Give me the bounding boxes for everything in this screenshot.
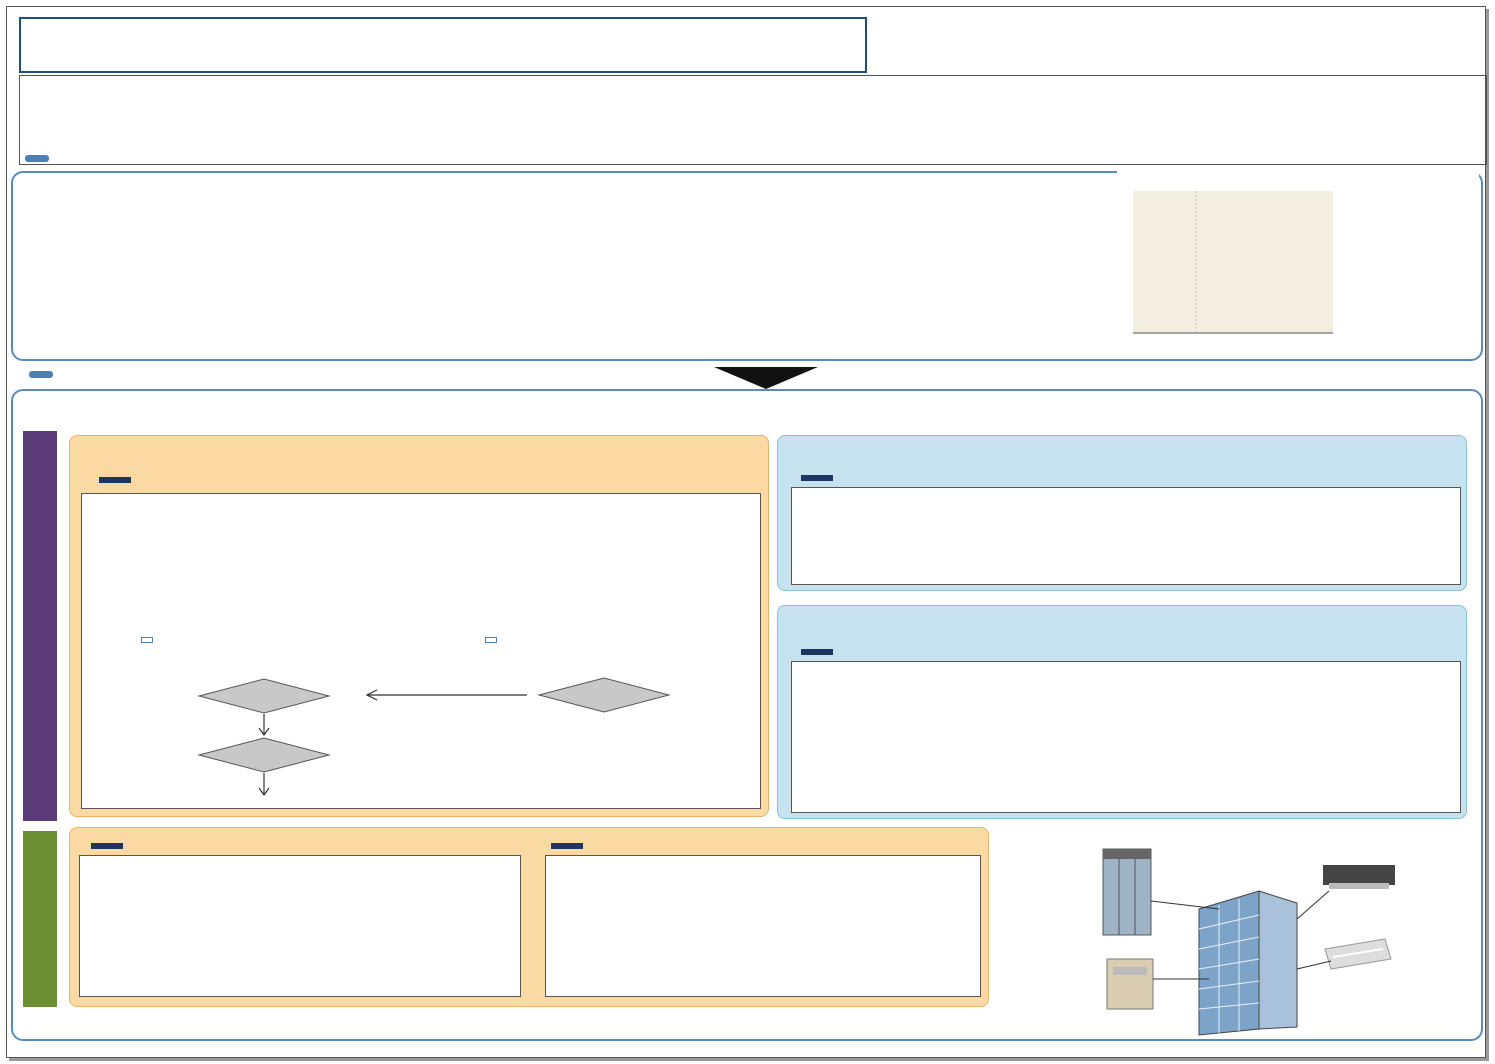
led-light-icon [1325,939,1391,969]
intro-text [19,75,1487,165]
judge-diamond [539,678,669,712]
display-tag [91,843,123,849]
air-conditioner-icon [1323,865,1395,889]
title-box [19,17,867,73]
flow-left-authority [141,637,153,643]
regulation-label [23,431,57,821]
connector-aircon [1297,891,1329,919]
plan-content [545,855,981,997]
building-illustration [1059,839,1409,1037]
plan-tag [551,843,583,849]
slide [6,6,1486,1058]
overview-tag [29,371,53,378]
window-sash-icon [1103,849,1151,935]
confirm-diamond [199,679,329,713]
top-runner-tag [801,649,833,655]
notification-tag [801,475,833,481]
charts-area [1117,169,1479,355]
background-tag [25,155,49,162]
connector-window [1151,901,1219,909]
down-arrow-icon [714,367,818,389]
measures-illustration [1059,823,1409,1037]
connector-led [1297,961,1331,969]
flow-right-authority [485,637,497,643]
building-icon [1199,891,1297,1035]
water-heater-icon [1107,959,1153,1009]
display-content [79,855,521,997]
flow-diagram [187,671,707,803]
inspect-diamond [199,738,329,772]
energy-charts [1117,169,1479,355]
inducement-label [23,831,57,1007]
line-chart-plot-area [1133,191,1333,333]
housing-content [791,661,1461,813]
conformity-duty-tag [99,477,131,483]
other-building-content [791,487,1461,585]
